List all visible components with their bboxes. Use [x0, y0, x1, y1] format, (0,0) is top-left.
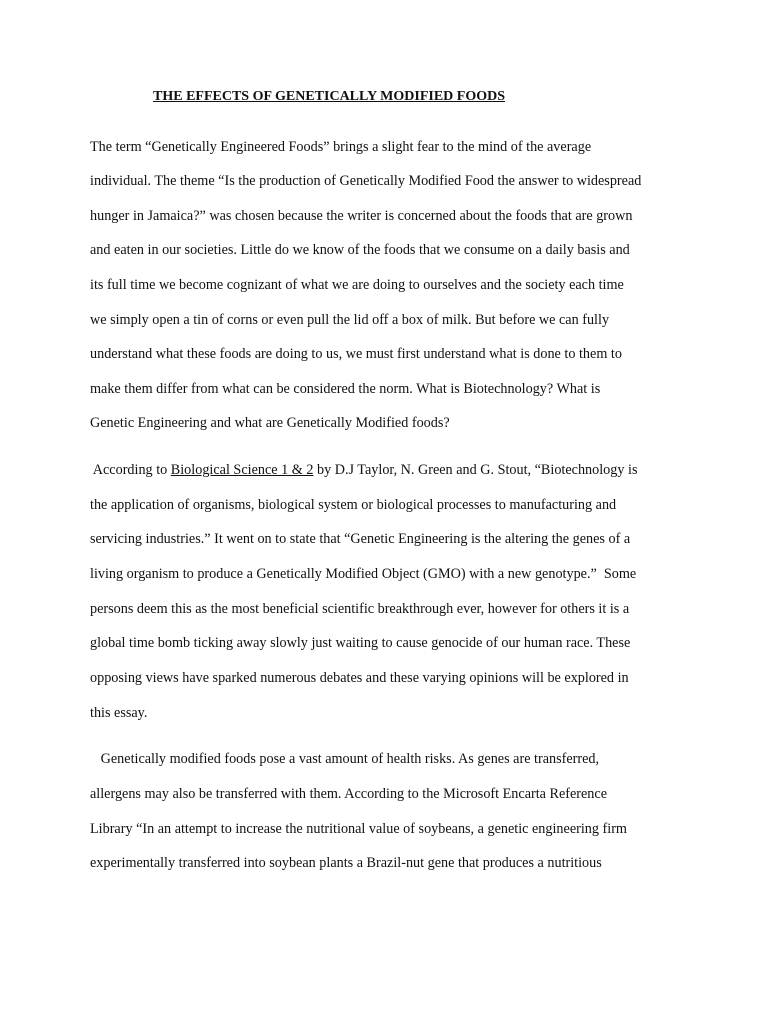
- paragraph-2-line: the application of organisms, biological system or biological processes to manufacturing and: [90, 497, 617, 513]
- paragraph-1-line: understand what these foods are doing to us, we must first understand what is done to them to: [90, 346, 622, 362]
- paragraph-2-lead-text: According to: [90, 462, 171, 478]
- paragraph-3-line: allergens may also be transferred with them. According to the Microsoft Encarta Reference: [90, 786, 607, 802]
- paragraph-2-quote-start: by D.J Taylor, N. Green and G. Stout, “Biotechnology is: [313, 462, 638, 478]
- book-title-reference: Biological Science 1 & 2: [170, 462, 314, 478]
- paragraph-1-line: hunger in Jamaica?” was chosen because the writer is concerned about the foods that are grown: [90, 208, 633, 224]
- document-title: THE EFFECTS OF GENETICALLY MODIFIED FOODS: [153, 89, 506, 104]
- paragraph-2-line: persons deem this as the most beneficial scientific breakthrough ever, however for others it is a: [90, 601, 630, 617]
- paragraph-2-first-line: [90, 461, 637, 479]
- paragraph-1-line: and eaten in our societies. Little do we know of the foods that we consume on a daily basis and: [90, 242, 630, 258]
- paragraph-1-line: individual. The theme “Is the production of Genetically Modified Food the answer to widespread: [90, 173, 642, 189]
- paragraph-3-line: Genetically modified foods pose a vast amount of health risks. As genes are transferred,: [90, 751, 600, 767]
- paragraph-2-line: living organism to produce a Genetically Modified Object (GMO) with a new genotype.” Some: [90, 566, 637, 582]
- paragraph-2-line: this essay.: [90, 705, 148, 721]
- paragraph-1-line: its full time we become cognizant of what we are doing to ourselves and the society each time: [90, 277, 624, 293]
- paragraph-1-line: we simply open a tin of corns or even pull the lid off a box of milk. But before we can fully: [90, 312, 610, 328]
- paragraph-1-line: The term “Genetically Engineered Foods” brings a slight fear to the mind of the average: [90, 139, 592, 155]
- paragraph-3-line: experimentally transferred into soybean plants a Brazil-nut gene that produces a nutritious: [90, 855, 602, 871]
- paragraph-2-line: opposing views have sparked numerous debates and these varying opinions will be explored in: [90, 670, 629, 686]
- paragraph-2-line: global time bomb ticking away slowly just waiting to cause genocide of our human race. These: [90, 635, 631, 651]
- paragraph-1-line: make them differ from what can be considered the norm. What is Biotechnology? What is: [90, 381, 601, 397]
- paragraph-1-line: Genetic Engineering and what are Genetically Modified foods?: [90, 415, 450, 431]
- paragraph-3-line: Library “In an attempt to increase the nutritional value of soybeans, a genetic engineering firm: [90, 821, 627, 837]
- paragraph-2-line: servicing industries.” It went on to state that “Genetic Engineering is the altering the genes of a: [90, 531, 631, 547]
